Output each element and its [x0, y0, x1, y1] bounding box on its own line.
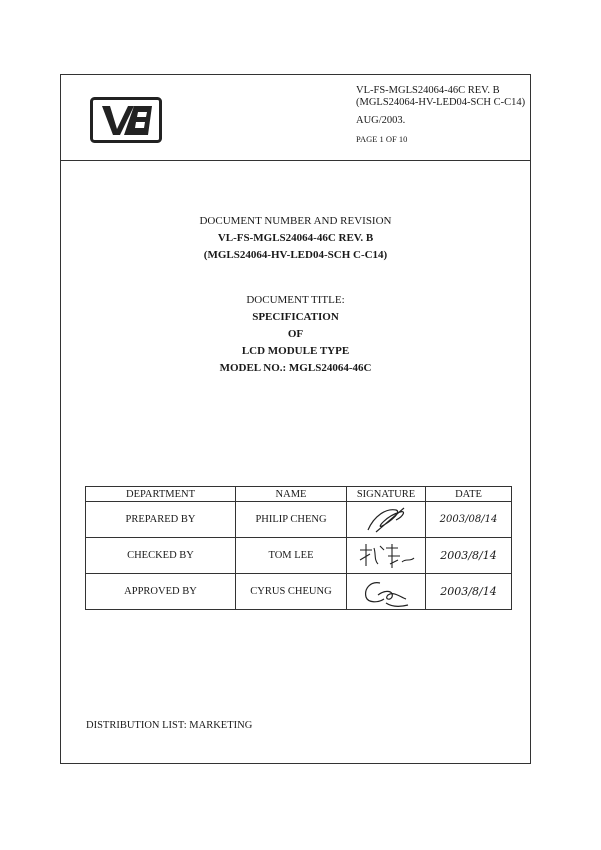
header-doc-id: VL-FS-MGLS24064-46C REV. B — [356, 85, 500, 96]
table-row — [86, 502, 512, 538]
handwritten-signature — [354, 540, 418, 572]
name-cell: CYRUS CHEUNG — [236, 574, 347, 610]
doc-number-heading: DOCUMENT NUMBER AND REVISION — [199, 215, 392, 227]
signature-cell — [347, 502, 426, 538]
table-row — [86, 574, 512, 610]
document-frame — [60, 74, 531, 764]
name-cell: TOM LEE — [236, 538, 347, 574]
doc-number-section — [60, 213, 531, 264]
company-logo — [90, 97, 162, 143]
doc-title-heading: DOCUMENT TITLE: — [246, 294, 345, 306]
signature-cell — [347, 574, 426, 610]
table-header-row — [86, 487, 512, 502]
date-cell — [426, 574, 512, 610]
department-cell: APPROVED BY — [86, 574, 236, 610]
header-doc-alt-id: (MGLS24064-HV-LED04-SCH C-C14) — [356, 97, 526, 108]
doc-title-line-3: LCD MODULE TYPE — [241, 345, 350, 357]
handwritten-signature — [356, 504, 416, 536]
department-cell: PREPARED BY — [86, 502, 236, 538]
column-header-department: DEPARTMENT — [86, 487, 236, 502]
approval-table — [85, 486, 512, 610]
department-cell: CHECKED BY — [86, 538, 236, 574]
distribution-list: DISTRIBUTION LIST: MARKETING — [86, 720, 253, 731]
doc-number: VL-FS-MGLS24064-46C REV. B — [217, 232, 374, 244]
doc-number-alt: (MGLS24064-HV-LED04-SCH C-C14) — [203, 249, 388, 261]
doc-title-line-2: OF — [287, 328, 304, 340]
table-row — [86, 538, 512, 574]
column-header-signature: SIGNATURE — [347, 487, 426, 502]
model-number: MODEL NO.: MGLS24064-46C — [219, 362, 372, 374]
date-cell — [426, 502, 512, 538]
name-cell: PHILIP CHENG — [236, 502, 347, 538]
handwritten-date: 2003/8/14 — [440, 585, 497, 598]
handwritten-date: 2003/08/14 — [439, 514, 498, 525]
signature-cell — [347, 538, 426, 574]
header-divider — [60, 160, 531, 161]
header-page-number: PAGE 1 OF 10 — [356, 134, 408, 144]
column-header-date: DATE — [426, 487, 512, 502]
column-header-name: NAME — [236, 487, 347, 502]
header-date: AUG/2003. — [356, 115, 406, 126]
doc-title-section — [60, 292, 531, 377]
date-cell — [426, 538, 512, 574]
handwritten-date: 2003/8/14 — [440, 549, 497, 562]
handwritten-signature — [356, 575, 416, 609]
doc-title-line-1: SPECIFICATION — [252, 311, 339, 323]
